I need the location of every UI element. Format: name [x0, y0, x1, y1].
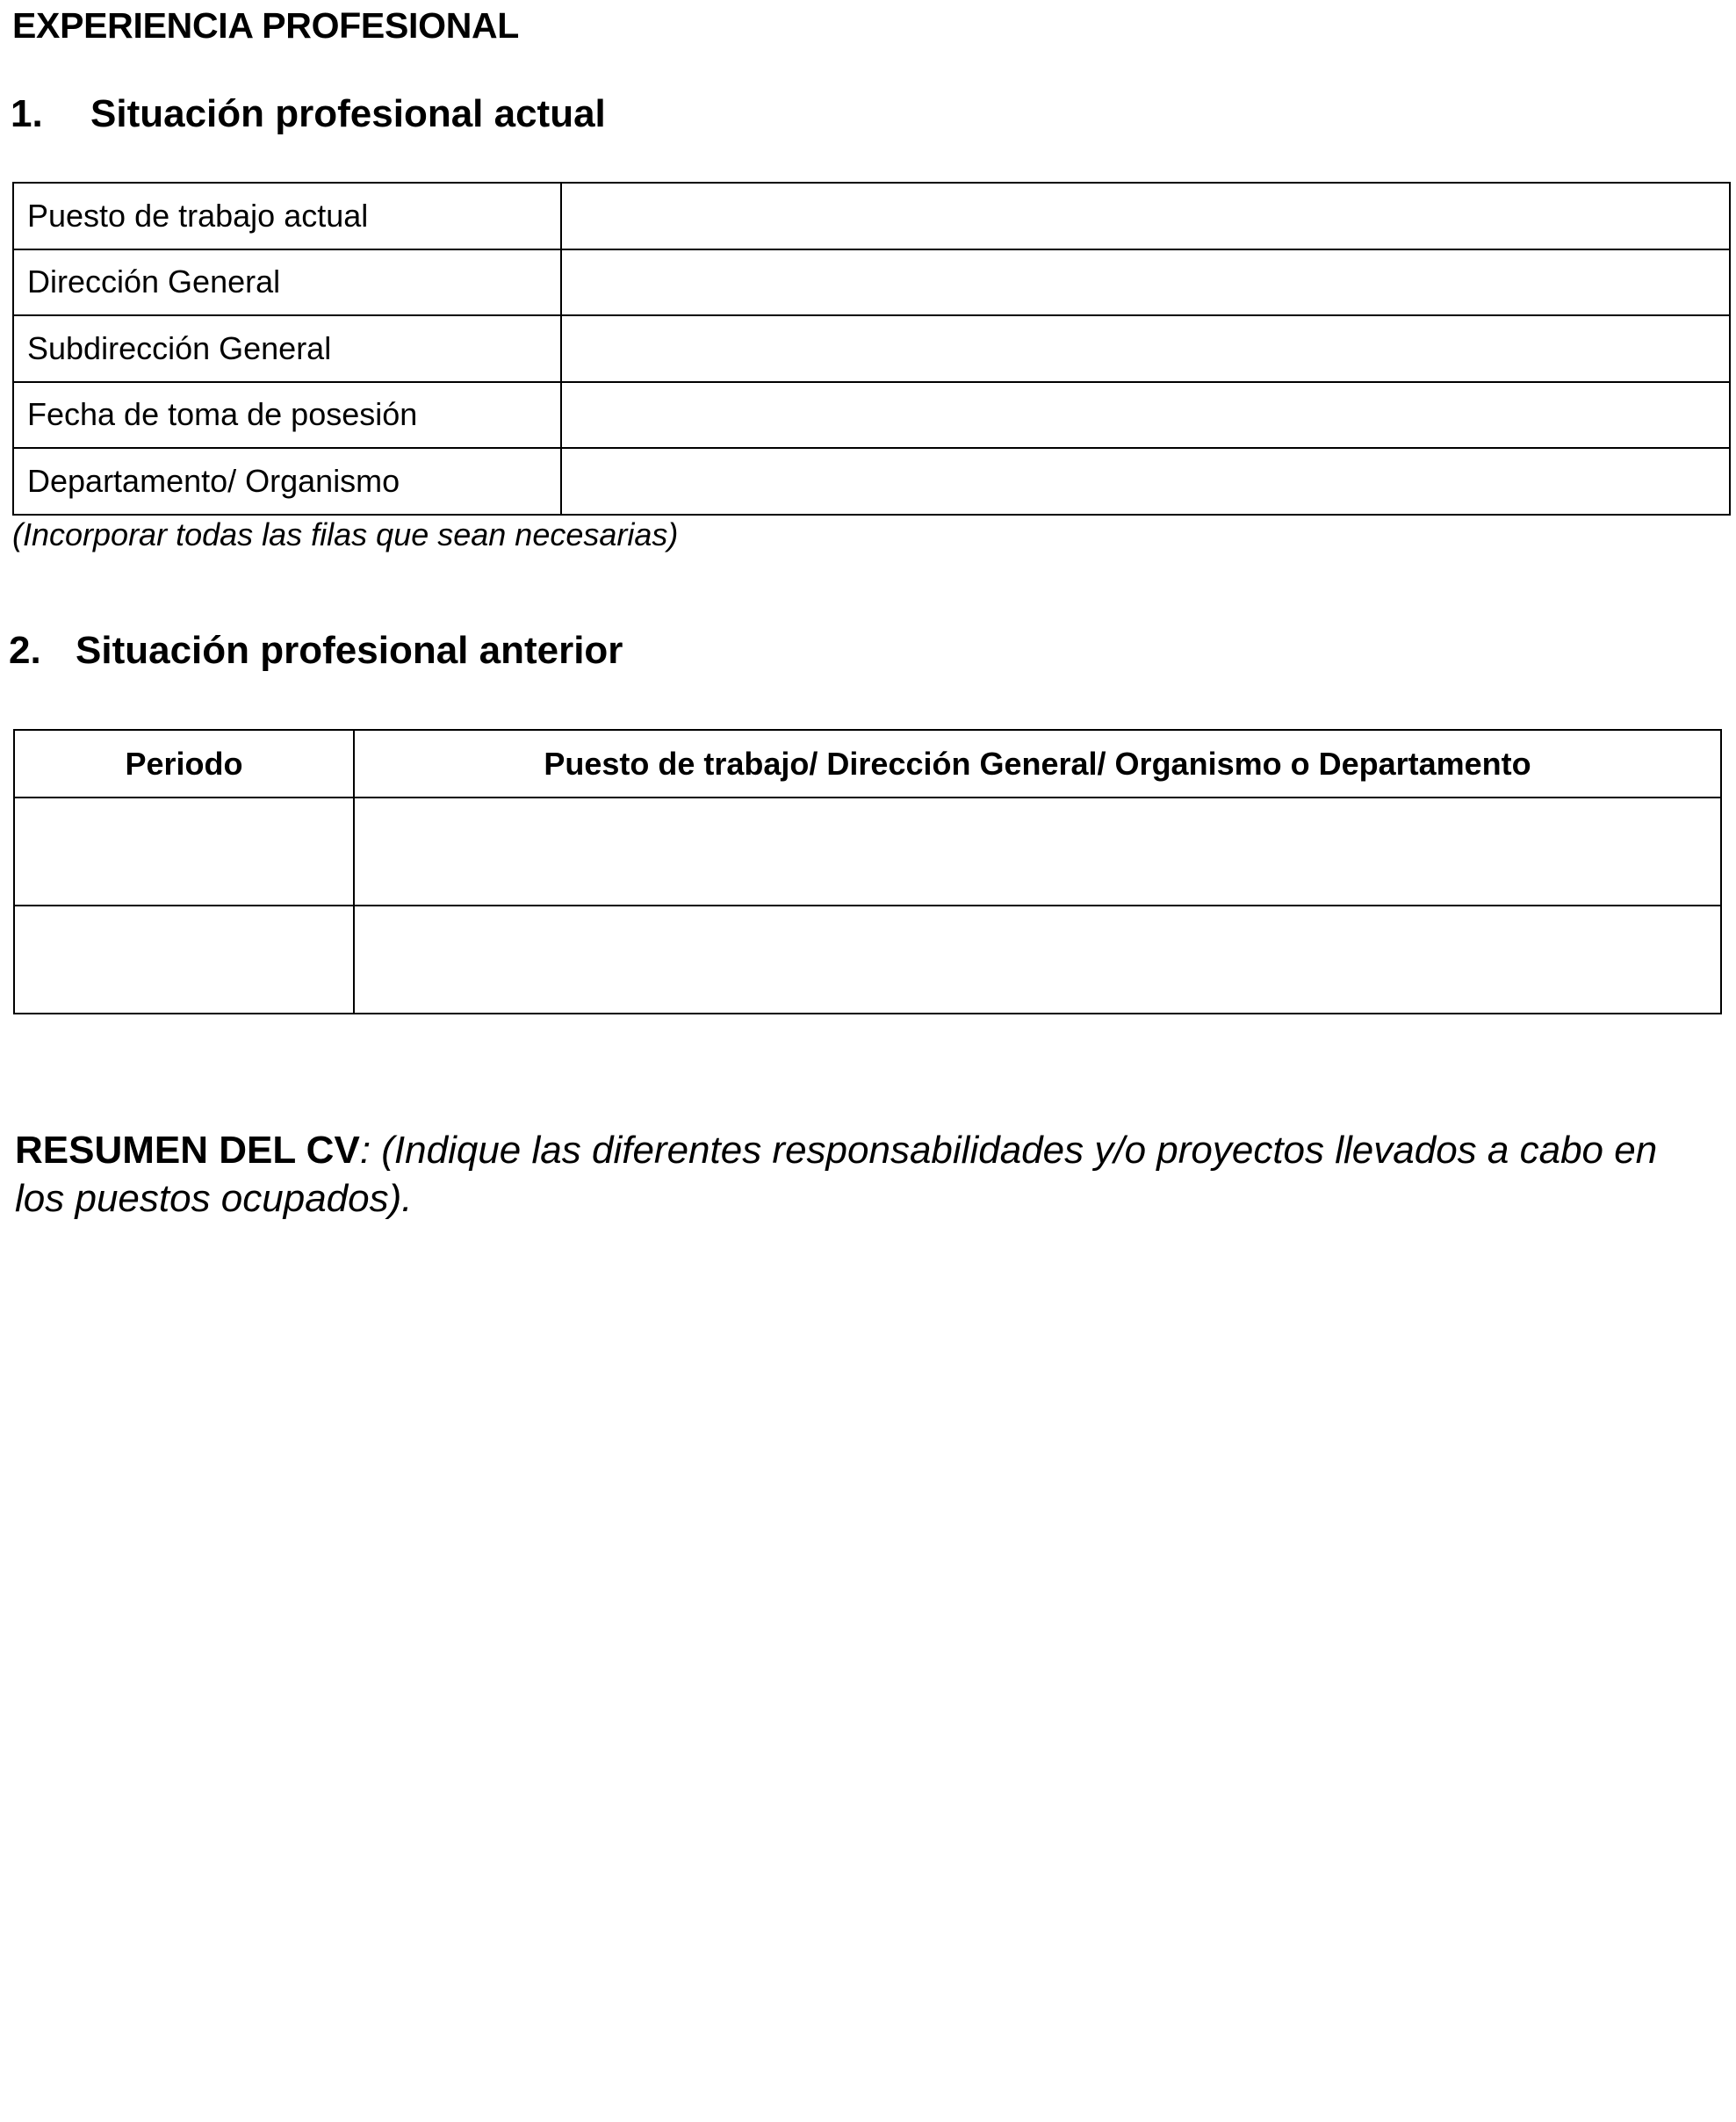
row-value-field[interactable]: [561, 315, 1730, 382]
row-label: Fecha de toma de posesión: [13, 382, 561, 449]
row-value-field[interactable]: [561, 183, 1730, 249]
section-heading-previous: [9, 626, 623, 675]
column-header-puesto: Puesto de trabajo/ Dirección General/ Organismo o Departamento: [354, 730, 1721, 798]
periodo-cell[interactable]: [14, 798, 354, 906]
table-row: [13, 249, 1730, 316]
puesto-cell[interactable]: [354, 906, 1721, 1014]
puesto-cell[interactable]: [354, 798, 1721, 906]
periodo-cell[interactable]: [14, 906, 354, 1014]
section-number: 1.: [11, 92, 43, 135]
page-title: EXPERIENCIA PROFESIONAL: [12, 5, 520, 46]
previous-position-table: [13, 729, 1722, 1014]
summary-separator: :: [359, 1129, 371, 1172]
summary-label: RESUMEN DEL CV: [15, 1129, 360, 1172]
section-title: Situación profesional actual: [90, 92, 606, 135]
row-value-field[interactable]: [561, 448, 1730, 515]
section-heading-current: [11, 90, 606, 139]
table-row: [13, 382, 1730, 449]
table-row: [13, 183, 1730, 249]
column-header-periodo: Periodo: [14, 730, 354, 798]
row-value-field[interactable]: [561, 249, 1730, 316]
table-row: [13, 448, 1730, 515]
row-label: Departamento/ Organismo: [13, 448, 561, 515]
section-number: 2.: [9, 629, 41, 672]
table-row: [14, 798, 1721, 906]
table-row: [13, 315, 1730, 382]
section-title: Situación profesional anterior: [76, 629, 623, 672]
row-value-field[interactable]: [561, 382, 1730, 449]
row-label: Dirección General: [13, 249, 561, 316]
current-position-table: [12, 182, 1731, 516]
summary-description: (Indique las diferentes responsabilidades y/o proyectos llevados a cabo en los puestos ocupados).: [15, 1129, 1658, 1220]
table-header-row: [14, 730, 1721, 798]
table-note: (Incorporar todas las filas que sean necesarias): [12, 516, 679, 552]
table-row: [14, 906, 1721, 1014]
row-label: Puesto de trabajo actual: [13, 183, 561, 249]
cv-summary: [15, 1126, 1710, 1223]
row-label: Subdirección General: [13, 315, 561, 382]
